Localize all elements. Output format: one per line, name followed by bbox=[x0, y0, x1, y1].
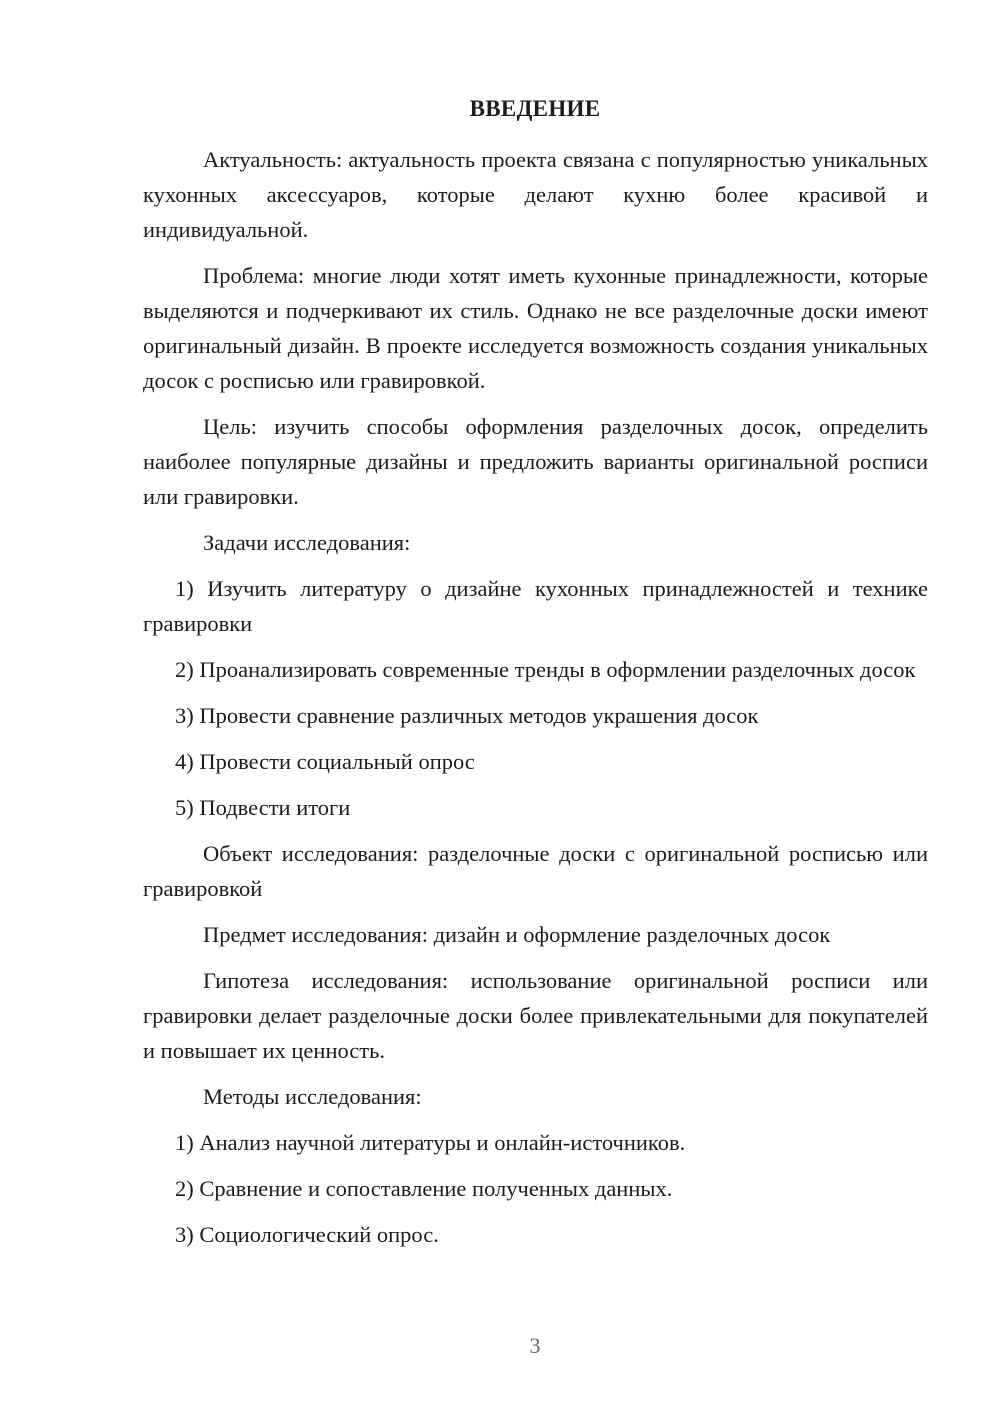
task-item-1: 1) Изучить литературу о дизайне кухонных принадлежностей и технике гравировки bbox=[143, 576, 928, 636]
paragraph-relevance: Актуальность: актуальность проекта связана с популярностью уникальных кухонных аксессуаров, которые делают кухню более красивой и индивидуальной. bbox=[143, 147, 928, 242]
method-item-1: 1) Анализ научной литературы и онлайн-источников. bbox=[175, 1130, 686, 1155]
task-item-3: 3) Провести сравнение различных методов украшения досок bbox=[175, 703, 759, 728]
paragraph-goal: Цель: изучить способы оформления разделочных досок, определить наиболее популярные дизайны и предложить варианты оригинальной росписи или гравировки. bbox=[143, 414, 928, 509]
paragraph-problem: Проблема: многие люди хотят иметь кухонные принадлежности, которые выделяются и подчеркивают их стиль. Однако не все разделочные доски имеют оригинальный дизайн. В проекте исследуется возможность создания уникальных досок с росписью или гравировкой. bbox=[143, 263, 928, 393]
paragraph-object: Объект исследования: разделочные доски с оригинальной росписью или гравировкой bbox=[143, 841, 928, 901]
section-title: ВВЕДЕНИЕ bbox=[469, 96, 601, 121]
task-item-5: 5) Подвести итоги bbox=[175, 795, 351, 820]
method-item-3: 3) Социологический опрос. bbox=[175, 1222, 439, 1247]
paragraph-tasks-heading: Задачи исследования: bbox=[203, 530, 411, 555]
paragraph-hypothesis: Гипотеза исследования: использование оригинальной росписи или гравировки делает разделочные доски более привлекательными для покупателей и повышает их ценность. bbox=[143, 968, 928, 1063]
method-item-2: 2) Сравнение и сопоставление полученных данных. bbox=[175, 1176, 673, 1201]
task-item-4: 4) Провести социальный опрос bbox=[175, 749, 475, 774]
paragraph-subject: Предмет исследования: дизайн и оформление разделочных досок bbox=[203, 922, 831, 947]
page-number: 3 bbox=[529, 1333, 541, 1358]
body-text bbox=[143, 142, 928, 1263]
paragraph-methods-heading: Методы исследования: bbox=[203, 1084, 422, 1109]
task-item-2: 2) Проанализировать современные тренды в оформлении разделочных досок bbox=[175, 657, 916, 682]
